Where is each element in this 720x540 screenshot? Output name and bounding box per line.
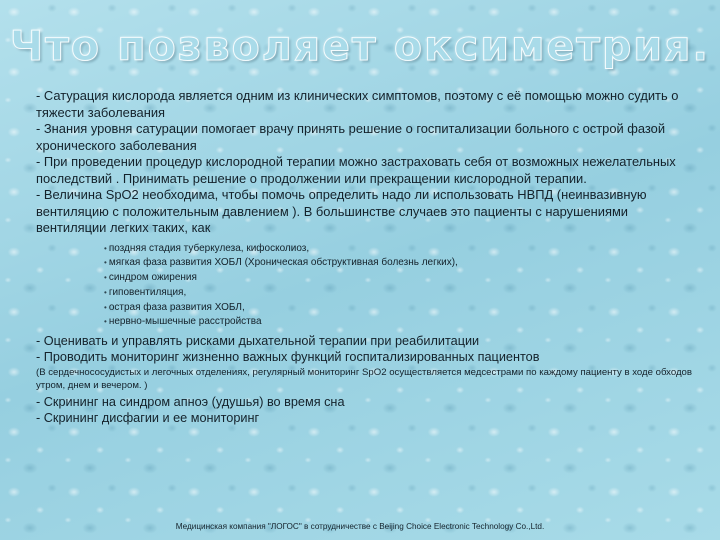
list-item xyxy=(104,301,696,316)
bullet-icon: • xyxy=(104,243,107,253)
paragraph-apnea-screening: - Скрининг на синдром апноэ (удушья) во время сна xyxy=(36,395,345,410)
bullet-icon: • xyxy=(104,302,107,312)
paragraph-monitoring: - Проводить мониторинг жизненно важных функций госпитализированных пациентов xyxy=(36,349,540,364)
list-item-text: нервно-мышечные расстройства xyxy=(108,316,262,328)
paragraph-rehab-risks: - Оценивать и управлять рисками дыхательной терапии при реабилитации xyxy=(36,334,480,349)
list-item-text: поздняя стадия туберкулеза, кифосколиоз, xyxy=(108,242,310,254)
list-item xyxy=(104,271,696,286)
paragraph-dysphagia-screening: - Скрининг дисфагии и ее мониторинг xyxy=(36,410,260,425)
list-item xyxy=(104,256,696,271)
slide-content xyxy=(36,88,696,426)
list-item-text: синдром ожирения xyxy=(108,272,197,284)
list-item-text: мягкая фаза развития ХОБЛ (Хроническая обструктивная болезнь легких), xyxy=(108,257,458,269)
list-item xyxy=(104,242,696,257)
bullet-icon: • xyxy=(104,273,107,283)
footer-credit: Медицинская компания "ЛОГОС" в сотрудничестве с Beijing Choice Electronic Technology Co.,Ltd. xyxy=(175,522,545,531)
slide-title: Что позволяет оксиметрия. xyxy=(9,22,711,70)
list-item xyxy=(104,286,696,301)
paragraph-oxygen-therapy: - При проведении процедур кислородной терапии можно застраховать себя от возможных нежелательных последствий . Принимать решение о продолжении или прекращении кислородной терапии. xyxy=(36,154,676,186)
list-item-text: острая фаза развития ХОБЛ, xyxy=(108,301,245,313)
condition-list xyxy=(104,242,696,331)
paragraph-spo2-nippv: - Величина SpO2 необходима, чтобы помочь определить надо ли использовать НВПД (неинвазивную вентиляцию с положительным давлением ). В большинстве случаев это пациенты с нарушениями вентиляции легких таких, как xyxy=(36,187,647,235)
list-item-text: гиповентиляция, xyxy=(108,286,187,298)
monitoring-note: (В сердечнососудистых и легочных отделениях, регулярный мониторинг SpO2 осуществляется медсестрами по каждому пациенту в ходе обходов утром, днем и вечером. ) xyxy=(36,367,692,391)
paragraph-hospitalization: - Знания уровня сатурации помогает врачу принять решение о госпитализации больного с острой фазой хронического заболевания xyxy=(36,121,666,153)
paragraph-severity: - Сатурация кислорода является одним из клинических симптомов, поэтому с её помощью можно судить о тяжести заболевания xyxy=(36,88,679,120)
list-item xyxy=(104,315,696,330)
bullet-icon: • xyxy=(104,258,107,268)
bullet-icon: • xyxy=(104,317,107,327)
bullet-icon: • xyxy=(104,287,107,297)
